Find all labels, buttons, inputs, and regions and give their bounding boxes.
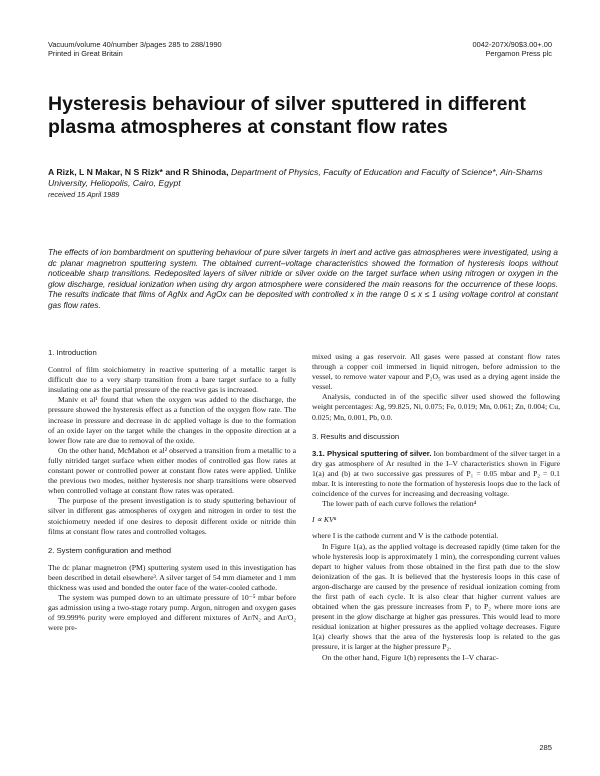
paragraph: In Figure 1(a), as the applied voltage is decreased rapidly (time taken for the whole hysteresis loop is approximately 1 min), the corresponding current values depart to higher values from those obtained in the first path due to the slow deionization of the gas. It is believed that the hysteresis loops in this case of argon-discharge are caused by the presence of residual ionization coming from the first path of each cycle. It is also clear that higher current values are obtained when the gas pressure increases from P₁ to P₂ where more ions are present in the glow discharge at higher gas pressures. This would lead to more residual ionization at higher pressures as the applied voltage decreases. Figure 1(a) clearly shows that the area of the hysteresis loop is related to the gas pressure, it is larger at the higher pressure P₂. — [312, 541, 560, 652]
paragraph: mixed using a gas reservoir. All gases were passed at constant flow rates through a copper coil immersed in liquid nitrogen, before admission to the vessel, to remove water vapour and P₂O₅ was used as a drying agent inside the vessel. — [312, 352, 560, 392]
paragraph: On the other hand, McMahon et al² observed a transition from a metallic to a fully nitrided target surface when either modes of controlled gas flow rates at constant power or controlled power at constant flow rates were applied. Unlike the previous two modes, neither hysteresis nor sharp transitions were observed when controlled voltage at constant flow rates was operated. — [48, 445, 296, 496]
received-date: received 15 April 1989 — [48, 190, 120, 199]
equation: I ∝ KVⁿ — [312, 515, 337, 525]
subsection-heading: 3.1. Physical sputtering of silver. — [312, 448, 432, 458]
paragraph: The system was pumped down to an ultimate pressure of 10⁻⁵ mbar before gas admission using a two-stage rotary pump. Argon, nitrogen and oxygen gases of 99.999% purity were employed and different mixtures of Ar/N₂ and Ar/O₂ were pre- — [48, 593, 296, 633]
section-heading-results: 3. Results and discussion — [312, 431, 400, 441]
issn-price-line: 0042-207X/90$3.00+.00 — [472, 40, 552, 49]
publisher-line: Pergamon Press plc — [485, 49, 552, 58]
paragraph: Maniv et al¹ found that when the oxygen was added to the discharge, the pressure showed the hysteresis effect as a function of the oxygen flow rate. The increase in pressure and decrease in dc applied voltage is due to the formation of an oxide layer on the target while the changes in the opposite direction at a lower flow rate are due to removal of the oxide. — [48, 395, 296, 445]
paragraph: The dc planar magnetron (PM) sputtering system used in this investigation has been described in detail elsewhere³. A silver target of 54 mm diameter and 1 mm thickness was used and bonded the outer face of the water-cooled cathode. — [48, 562, 296, 592]
paragraph: where I is the cathode current and V is the cathode potential. — [312, 531, 499, 541]
paragraph: On the other hand, Figure 1(b) represents the I–V charac- — [322, 652, 499, 662]
author-block — [48, 167, 558, 189]
section-heading-method: 2. System configuration and method — [48, 545, 172, 555]
page-number: 285 — [539, 743, 552, 752]
publisher-info — [352, 40, 552, 58]
paragraph: Analysis, conducted in of the specific silver used showed the following weight percentages: Ag, 99.825, Ni, 0.075; Fe, 0.019; Mn, 0.061; Zn, 0.004; Cu, 0.025; Mn, 0.001, Pb, 0.0. — [312, 392, 560, 422]
paragraph: The purpose of the present investigation is to study sputtering behaviour of silver in different gas atmospheres of oxygen and nitrogen in order to test the stoichiometry needed if one desires to deposit different oxide or nitride thin films at constant flow rates and controlled voltages. — [48, 496, 296, 536]
author-affiliation: Department of Physics, Faculty of Education and Faculty of Science*, Ain-Shams University, Heliopolis, Cairo, Egypt — [48, 167, 543, 188]
citation-line: Vacuum/volume 40/number 3/pages 285 to 288/1990 — [48, 40, 222, 49]
abstract: The effects of ion bombardment on sputtering behaviour of pure silver targets in inert and active gas atmospheres were investigated, using a dc planar magnetron sputtering system. The obtained current–voltage characteristics showed the formation of hysteresis loops without noticeable sharp transitions. Redeposited layers of silver nitride or silver oxide on the target surface when using nitrogen or oxygen in the glow discharge, residual ionization when using dry argon atmosphere were considered the main reasons for the occurrence of these loops. The results indicate that films of AgNx and AgOx can be deposited with controlled x in the range 0 ≤ x ≤ 1 using voltage control at constant gas flow rates. — [48, 248, 558, 310]
journal-citation — [48, 40, 348, 58]
paragraph: Control of film stoichiometry in reactive sputtering of a metallic target is difficult due to a very sharp transition from a bare target surface to a fully insulating one as the partial pressure of the reactive gas is increased. — [48, 365, 296, 395]
section-heading-introduction: 1. Introduction — [48, 348, 97, 357]
right-column — [312, 352, 560, 663]
left-column — [48, 348, 296, 633]
article-title: Hysteresis behaviour of silver sputtered in different plasma atmospheres at constant flow rates — [48, 93, 526, 138]
paragraph: The lower path of each curve follows the relation⁴ — [322, 499, 477, 509]
author-names: A Rizk, L N Makar, N S Rizk* and R Shinoda, — [48, 167, 229, 177]
printed-in-line: Printed in Great Britain — [48, 49, 123, 58]
subsection-paragraph — [312, 449, 560, 499]
subsection-text: Ion bombardment of the silver target in a dry gas atmosphere of Ar resulted in the I–V characteristics shown in Figure 1(a) and (b) at two successive gas pressures of P₁ = 0.05 mbar and P₂ = 0.1 mbar. It is interesting to note the formation of hysteresis loops due to the lack of coincidence of the curves for increasing and decreasing voltage. — [312, 448, 561, 499]
